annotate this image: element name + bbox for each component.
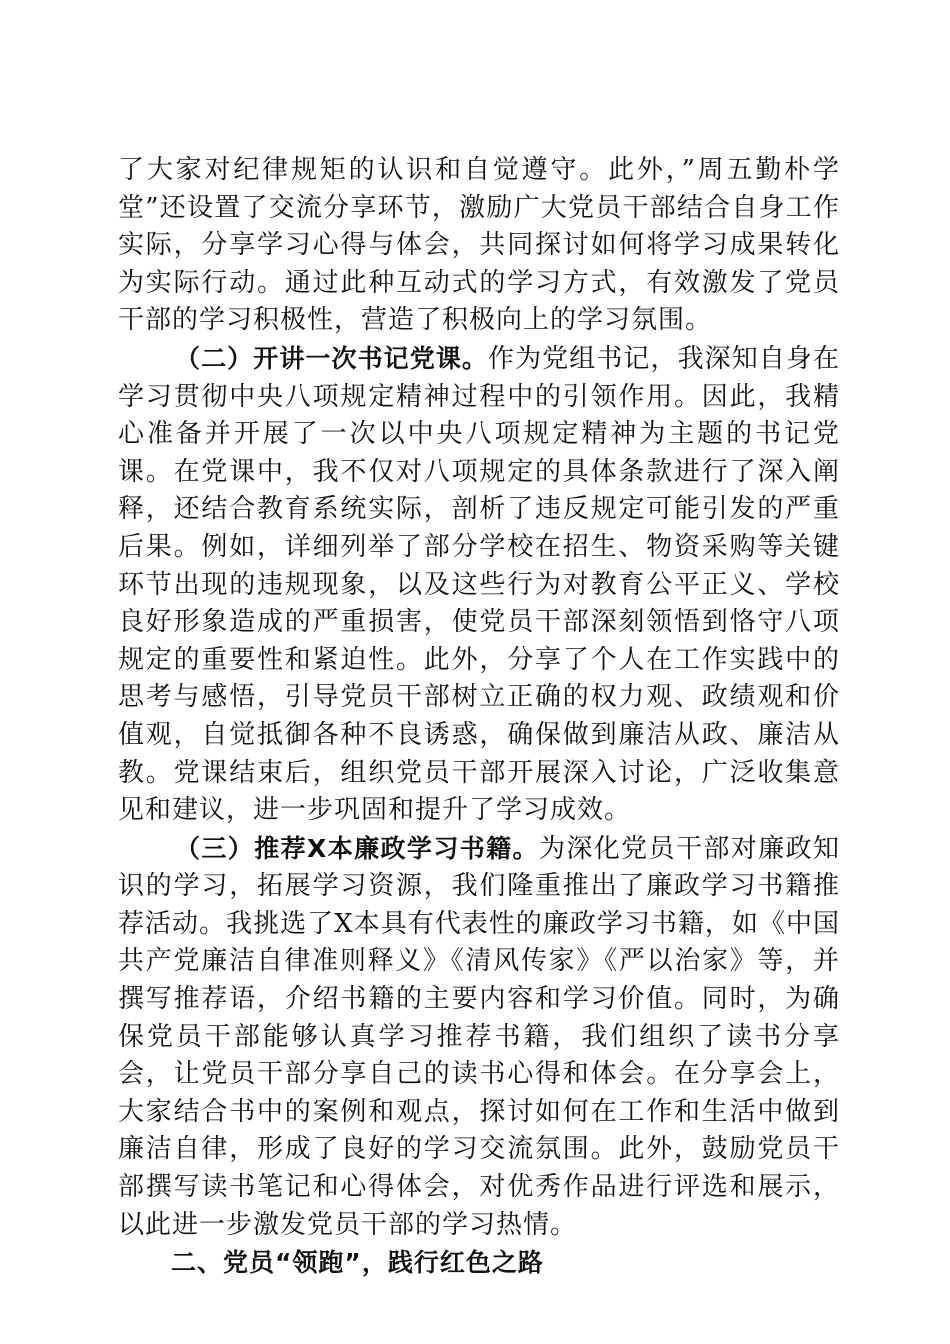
document-page xyxy=(118,152,840,1282)
paragraph-lead: （三）推荐X本廉政学习书籍。 xyxy=(175,833,539,863)
paragraph-continued xyxy=(118,152,840,340)
paragraph-text: 作为党组书记，我深知自身在学习贯彻中央八项规定精神过程中的引领作用。因此，我精心准备并开展了一次以中央八项规定精神为主题的书记党课。在党课中，我不仅对八项规定的具体条款进行了深入阐释，还结合教育系统实际，剖析了违反规定可能引发的严重后果。例如，详细列举了部分学校在招生、物资采购等关键环节出现的违规现象，以及这些行为对教育公平正义、学校良好形象造成的严重损害，使党员干部深刻领悟到恪守八项规定的重要性和紧迫性。此外，分享了个人在工作实践中的思考与感悟，引导党员干部树立正确的权力观、政绩观和价值观，自觉抵御各种不良诱惑，确保做到廉洁从政、廉洁从教。党课结束后，组织党员干部开展深入讨论，广泛收集意见和建议，进一步巩固和提升了学习成效。 xyxy=(118,343,840,826)
section-heading: 二、党员“领跑”，践行红色之路 xyxy=(171,1248,544,1278)
paragraph-book-recommendation xyxy=(118,830,840,1245)
paragraph-text: 为深化党员干部对廉政知识的学习，拓展学习资源，我们隆重推出了廉政学习书籍推荐活动。我挑选了X本具有代表性的廉政学习书籍，如《中国共产党廉洁自律准则释义》《清风传家》《严以治家》等，并撰写推荐语，介绍书籍的主要内容和学习价值。同时，为确保党员干部能够认真学习推荐书籍，我们组织了读书分享会，让党员干部分享自己的读书心得和体会。在分享会上，大家结合书中的案例和观点，探讨如何在工作和生活中做到廉洁自律，形成了良好的学习交流氛围。此外，鼓励党员干部撰写读书笔记和心得体会，对优秀作品进行评选和展示，以此进一步激发党员干部的学习热情。 xyxy=(118,833,840,1240)
paragraph-text: 了大家对纪律规矩的认识和自觉遵守。此外，”周五勤朴学堂”还设置了交流分享环节，激励广大党员干部结合自身工作实际，分享学习心得与体会，共同探讨如何将学习成果转化为实际行动。通过此种互动式的学习方式，有效激发了党员干部的学习积极性，营造了积极向上的学习氛围。 xyxy=(118,155,840,336)
paragraph-secretary-lecture xyxy=(118,340,840,830)
paragraph-lead: （二）开讲一次书记党课。 xyxy=(175,343,488,373)
